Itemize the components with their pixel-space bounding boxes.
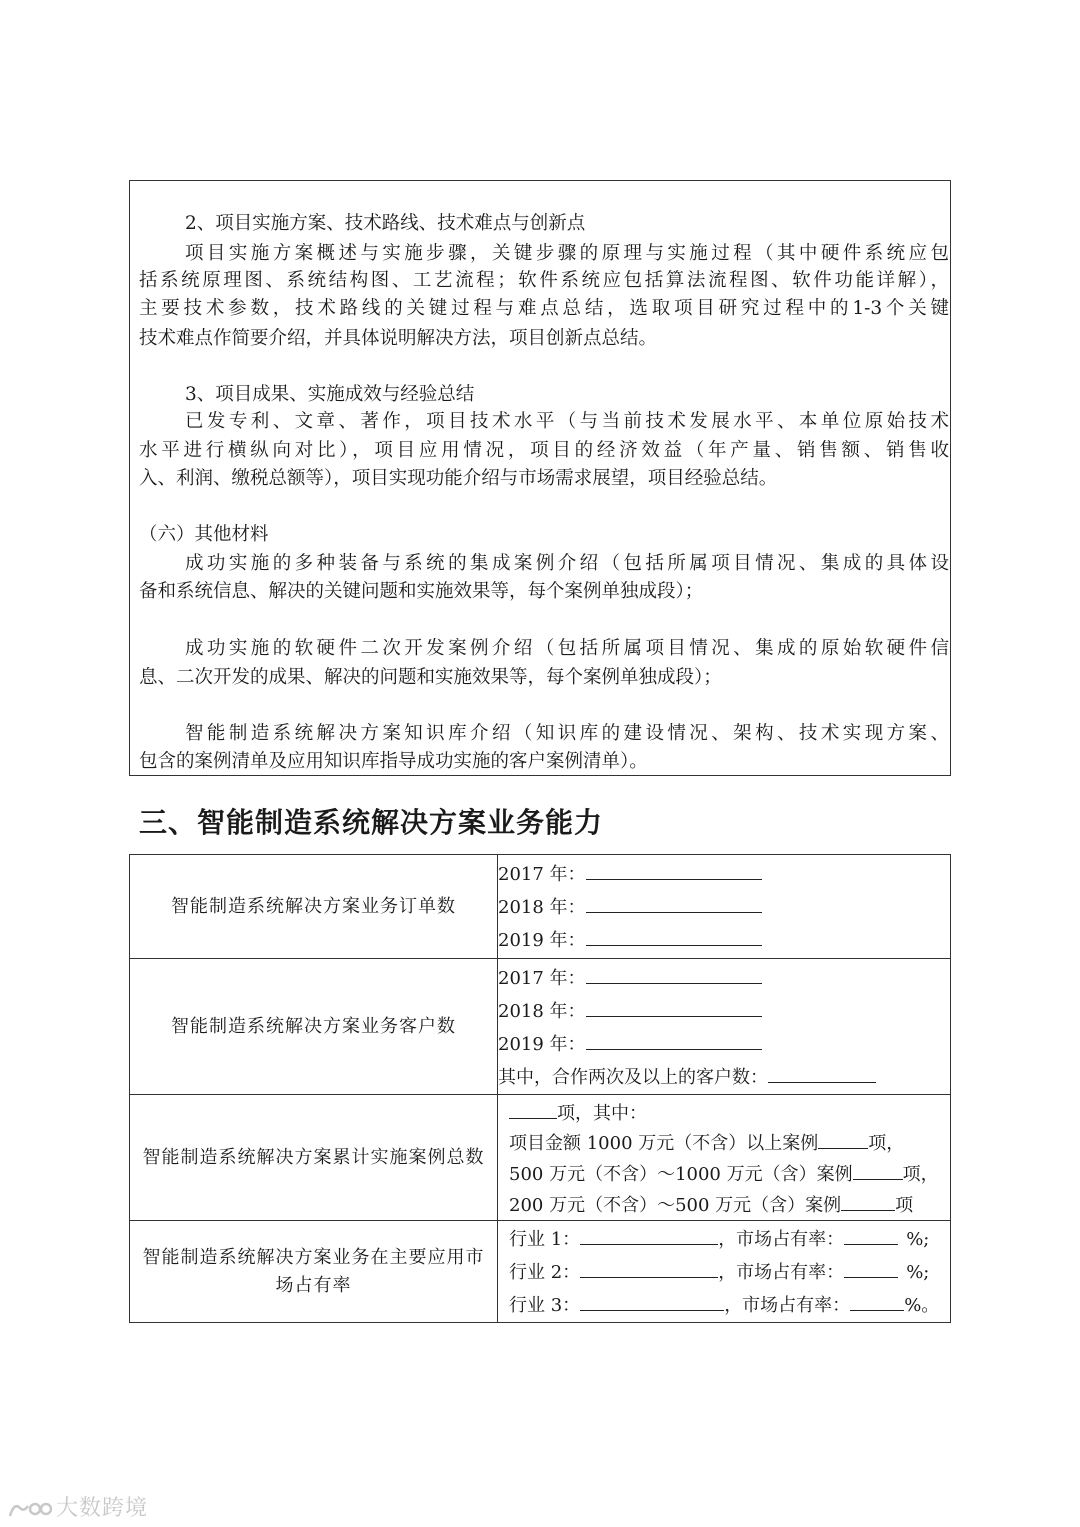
repeat-clients-field[interactable] (768, 1060, 876, 1083)
table-row (130, 1221, 951, 1323)
year-label: 2017 年： (498, 864, 586, 885)
industry-3-share-field[interactable] (850, 1288, 904, 1311)
pct-sign: %; (906, 1262, 930, 1283)
repeat-clients (498, 1060, 950, 1093)
para2-line2: 括系统原理图、系统结构图、工艺流程；软件系统应包括算法流程图、软件功能详解）， (139, 270, 949, 291)
pct-sign: %; (906, 1229, 930, 1250)
table-row (130, 1095, 951, 1221)
row-label-orders: 智能制造系统解决方案业务订单数 (130, 855, 498, 959)
watermark-logo-icon (8, 1498, 52, 1520)
industry-2 (509, 1255, 950, 1288)
clients-2017-field[interactable] (586, 961, 762, 984)
cases-total-suffix: 项，其中： (557, 1103, 647, 1124)
cases-200-500-field[interactable] (841, 1188, 895, 1211)
case-unit: 项 (895, 1195, 914, 1216)
para2-line1: 项目实施方案概述与实施步骤，关键步骤的原理与实施过程（其中硬件系统应包 (185, 243, 949, 264)
cases-total-field[interactable] (509, 1096, 557, 1119)
case-unit: 项， (902, 1164, 939, 1185)
year-label: 2019 年： (498, 930, 586, 951)
para3-line1: 已发专利、文章、著作，项目技术水平（与当前技术发展水平、本单位原始技术 (185, 411, 949, 432)
heading-3: 3、项目成果、实施成效与经验总结 (185, 384, 475, 405)
row-label-cases: 智能制造系统解决方案累计实施案例总数 (130, 1095, 498, 1221)
clients-2019 (498, 1027, 950, 1060)
row-label-market-share: 智能制造系统解决方案业务在主要应用市场占有率 (130, 1221, 498, 1323)
cases-500-1000-field[interactable] (853, 1157, 903, 1180)
industry-3 (509, 1288, 950, 1321)
market-share-values (498, 1221, 951, 1323)
clients-2019-field[interactable] (586, 1027, 762, 1050)
year-label: 2018 年： (498, 1000, 586, 1022)
orders-2017-field[interactable] (586, 857, 762, 880)
row-label-clients: 智能制造系统解决方案业务客户数 (130, 959, 498, 1095)
heading-2: 2、项目实施方案、技术路线、技术难点与创新点 (185, 213, 586, 234)
section-title: 三、智能制造系统解决方案业务能力 (139, 806, 604, 839)
case-bracket-label: 500 万元（不含）～1000 万元（含）案例 (509, 1164, 853, 1185)
clients-2018-field[interactable] (586, 994, 762, 1017)
clients-2017 (498, 961, 950, 994)
industry-2-share-field[interactable] (844, 1255, 898, 1278)
industry-1-field[interactable] (580, 1222, 718, 1245)
pct-sign: %。 (904, 1295, 940, 1316)
cases-200-500 (509, 1188, 950, 1219)
orders-2017 (498, 857, 950, 890)
capability-table (129, 854, 951, 1323)
other2-line1: 成功实施的软硬件二次开发案例介绍（包括所属项目情况、集成的原始软硬件信 (185, 638, 949, 659)
case-bracket-label: 项目金额 1000 万元（不含）以上案例 (509, 1133, 819, 1154)
orders-2018 (498, 890, 950, 923)
table-row (130, 959, 951, 1095)
other2-line2: 息、二次开发的成果、解决的问题和实施效果等，每个案例单独成段）； (139, 667, 722, 688)
other1-line2: 备和系统信息、解决的关键问题和实施效果等，每个案例单独成段）； (139, 581, 704, 602)
other3-line1: 智能制造系统解决方案知识库介绍（知识库的建设情况、架构、技术实现方案、 (185, 723, 949, 744)
cases-values (498, 1095, 951, 1221)
para3-line3: 入、利润、缴税总额等），项目实现功能介绍与市场需求展望，项目经验总结。 (139, 468, 778, 489)
cases-over-1000-field[interactable] (818, 1126, 868, 1149)
industry-1-share-field[interactable] (844, 1222, 898, 1245)
year-label: 2019 年： (498, 1033, 586, 1055)
other1-line1: 成功实施的多种装备与系统的集成案例介绍（包括所属项目情况、集成的具体设 (185, 553, 949, 574)
repeat-clients-label: 其中，合作两次及以上的客户数： (498, 1066, 768, 1088)
industry-label: 行业 3： (509, 1295, 581, 1316)
share-label: ，市场占有率： (724, 1295, 851, 1316)
industry-3-field[interactable] (580, 1288, 724, 1311)
clients-2018 (498, 994, 950, 1027)
para2-line4: 技术难点作简要介绍，并具体说明解决方法，项目创新点总结。 (139, 328, 658, 349)
share-label: ，市场占有率： (718, 1262, 845, 1283)
orders-2019-field[interactable] (586, 923, 762, 946)
case-unit: 项， (868, 1133, 905, 1154)
other3-line2: 包含的案例清单及应用知识库指导成功实施的客户案例清单）。 (139, 751, 648, 772)
para3-line2: 水平进行横纵向对比），项目应用情况，项目的经济效益（年产量、销售额、销售收 (139, 440, 949, 461)
orders-values (498, 855, 951, 959)
watermark (8, 1491, 148, 1522)
orders-2018-field[interactable] (586, 890, 762, 913)
year-label: 2018 年： (498, 897, 586, 918)
industry-1 (509, 1222, 950, 1255)
orders-2019 (498, 923, 950, 956)
watermark-text: 大数跨境 (56, 1496, 149, 1521)
cases-500-1000 (509, 1157, 950, 1188)
share-label: ，市场占有率： (718, 1229, 845, 1250)
industry-label: 行业 1： (509, 1229, 581, 1250)
cases-total (509, 1096, 950, 1126)
industry-2-field[interactable] (580, 1255, 718, 1278)
case-bracket-label: 200 万元（不含）～500 万元（含）案例 (509, 1195, 842, 1216)
table-row (130, 855, 951, 959)
para2-line3: 主要技术参数，技术路线的关键过程与难点总结，选取项目研究过程中的1-3个关键 (139, 298, 949, 319)
cases-over-1000 (509, 1126, 950, 1157)
heading-6: （六）其他材料 (139, 524, 269, 545)
clients-values (498, 959, 951, 1095)
year-label: 2017 年： (498, 967, 586, 989)
industry-label: 行业 2： (509, 1262, 581, 1283)
